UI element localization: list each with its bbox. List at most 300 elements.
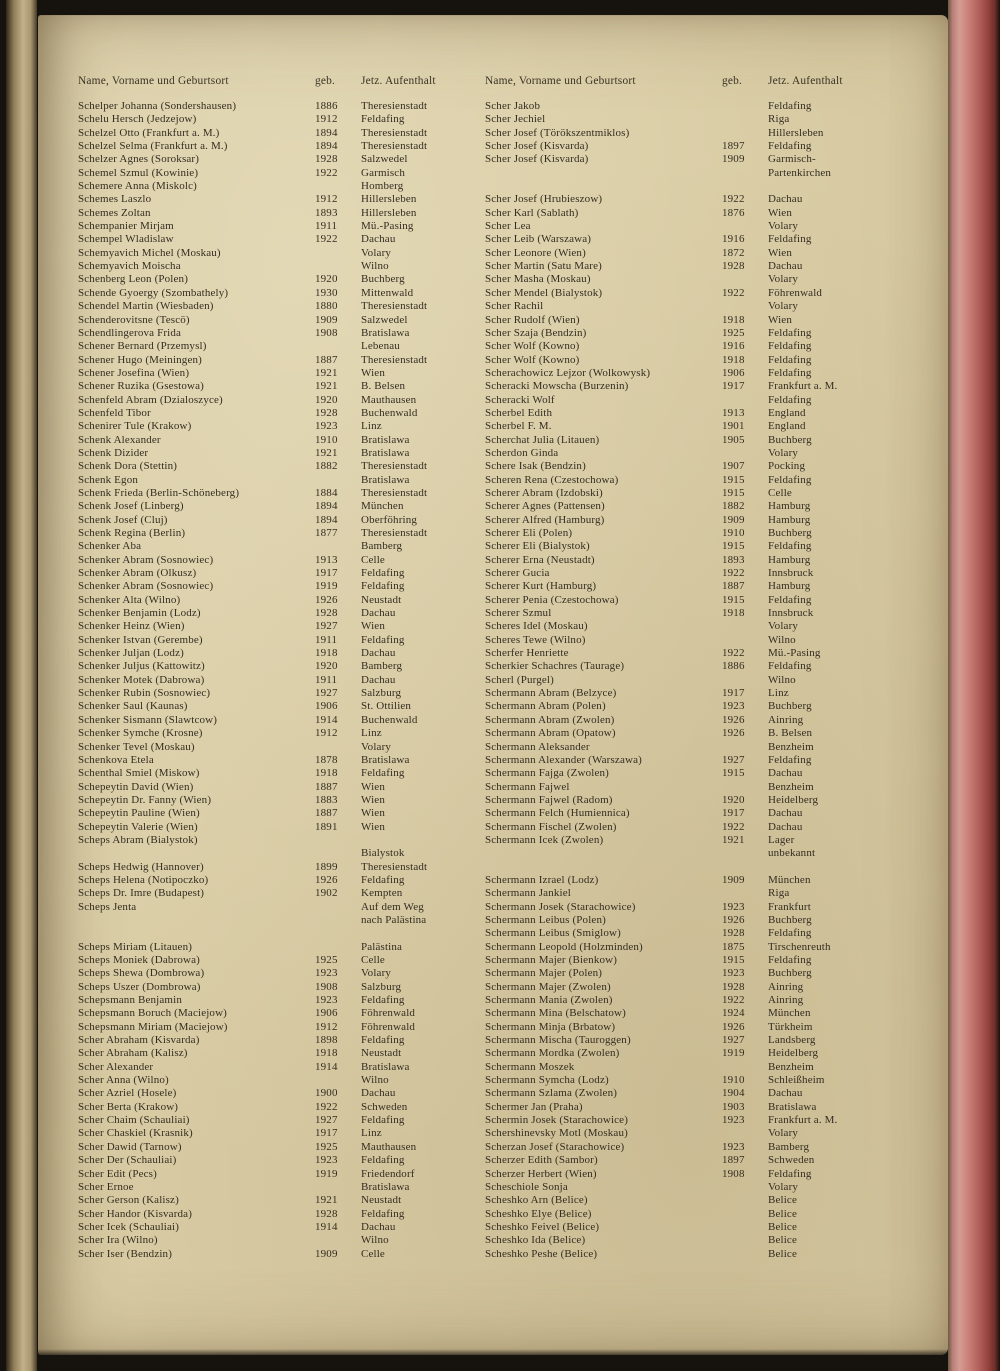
table-row: [485, 821, 891, 834]
cell-name: Scher Rudolf (Wien): [485, 313, 580, 326]
cell-aufenthalt: Salzwedel: [361, 313, 408, 326]
cell-geb: 1914: [315, 713, 338, 726]
table-row: [78, 527, 474, 540]
cell-aufenthalt: Buchberg: [768, 433, 812, 446]
cell-name: Schenk Dora (Stettin): [78, 460, 178, 473]
cell-aufenthalt: Dachau: [361, 233, 396, 246]
cell-aufenthalt: Dachau: [768, 193, 803, 206]
cell-geb: 1887: [722, 580, 745, 593]
column-header: [485, 75, 891, 87]
table-row: [485, 100, 891, 113]
table-row: [78, 367, 474, 380]
cell-geb: 1915: [722, 767, 745, 780]
cell-aufenthalt: Buchberg: [768, 527, 812, 539]
cell-aufenthalt: Feldafing: [361, 767, 405, 780]
cell-geb: [722, 887, 768, 900]
cell-geb: 1918: [315, 647, 338, 660]
table-row: [78, 794, 474, 807]
cell-geb: 1915: [722, 954, 745, 966]
cell-name: Scher Leib (Warszawa): [485, 233, 592, 246]
table-row: [485, 113, 891, 126]
cell-name: Schermann Fajwel (Radom): [485, 793, 613, 806]
table-row: [78, 1007, 474, 1020]
cell-name: Scher Wolf (Kowno): [485, 340, 580, 353]
table-row: [485, 447, 891, 460]
table-row: [78, 420, 474, 433]
table-row: [78, 1034, 474, 1047]
cell-aufenthalt: Landsberg: [768, 1034, 816, 1047]
cell-aufenthalt: Volary: [768, 300, 799, 313]
header-geb-label: geb.: [315, 75, 336, 87]
cell-geb: 1911: [315, 220, 338, 233]
table-row: [485, 994, 891, 1007]
table-row: [485, 607, 891, 620]
cell-aufenthalt: Kempten: [361, 887, 403, 900]
rows-container-left: [78, 100, 474, 1261]
table-row: [78, 233, 474, 246]
cell-aufenthalt: Wilno: [361, 1074, 389, 1087]
cell-aufenthalt: Volary: [361, 967, 392, 980]
cell-aufenthalt: England: [768, 406, 806, 419]
table-row: [78, 1101, 474, 1114]
cell-aufenthalt: unbekannt: [768, 847, 816, 860]
cell-aufenthalt: Belice: [768, 1234, 797, 1247]
table-row: [485, 914, 891, 927]
cell-geb: 1908: [315, 980, 338, 993]
cell-aufenthalt: Salzburg: [361, 980, 402, 993]
cell-name: Schenk Frieda (Berlin-Schöneberg): [78, 486, 240, 499]
table-row: [78, 1181, 474, 1194]
table-row: [485, 674, 891, 687]
table-row: [485, 847, 891, 860]
table-row: [78, 207, 474, 220]
cell-geb: 1882: [315, 460, 338, 473]
table-row: [485, 1154, 891, 1167]
cell-geb: 1922: [722, 193, 745, 206]
cell-name: Scher Martin (Satu Mare): [485, 260, 602, 273]
cell-aufenthalt: Wien: [361, 793, 385, 806]
cell-name: Schenker Abram (Sosnowiec): [78, 580, 214, 593]
table-row: [485, 781, 891, 794]
table-row: [485, 540, 891, 553]
cell-geb: 1917: [315, 1127, 338, 1140]
cell-name: Schenk Dizider: [78, 446, 149, 459]
cell-name: Scherdon Ginda: [485, 446, 559, 459]
cell-aufenthalt: Bratislawa: [361, 753, 410, 766]
table-row: [78, 1061, 474, 1074]
book-fore-edge: [948, 0, 1000, 1371]
table-row: [78, 887, 474, 900]
table-row: [78, 1221, 474, 1234]
cell-aufenthalt: Belice: [768, 1247, 797, 1260]
cell-aufenthalt: Feldafing: [361, 873, 405, 886]
cell-geb: 1893: [722, 553, 745, 566]
cell-name: Schener Ruzika (Gsestowa): [78, 380, 204, 393]
cell-geb: 1915: [722, 540, 745, 553]
cell-aufenthalt: B. Belsen: [361, 380, 406, 393]
cell-geb: [722, 1234, 768, 1247]
cell-geb: 1903: [722, 1100, 745, 1113]
cell-geb: 1910: [722, 527, 745, 539]
cell-name: Schermann Jankiel: [485, 887, 571, 900]
cell-aufenthalt: Dachau: [361, 607, 396, 620]
cell-aufenthalt: Volary: [768, 446, 799, 459]
table-row: [78, 647, 474, 660]
cell-name: Schemere Anna (Miskolc): [78, 180, 197, 193]
table-row: [78, 767, 474, 780]
cell-geb: 1922: [315, 166, 338, 179]
cell-name: Schemel Szmul (Kowinie): [78, 166, 199, 179]
cell-name: Scher Berta (Krakow): [78, 1100, 179, 1113]
cell-aufenthalt: Wien: [768, 313, 792, 326]
table-row: [485, 754, 891, 767]
table-row: [78, 580, 474, 593]
header-name-label: Name, Vorname und Geburtsort: [78, 75, 229, 87]
cell-geb: 1904: [722, 1087, 745, 1100]
cell-name: Scheps Jenta: [78, 900, 137, 913]
cell-geb: 1911: [315, 673, 338, 686]
table-row: [78, 1074, 474, 1087]
cell-aufenthalt: München: [361, 500, 404, 513]
table-row: [485, 487, 891, 500]
table-row: [485, 594, 891, 607]
cell-aufenthalt: Bamberg: [361, 660, 403, 673]
table-row: [78, 1194, 474, 1207]
cell-aufenthalt: Bialystok: [361, 847, 405, 860]
cell-geb: [315, 247, 361, 260]
table-row: [485, 460, 891, 473]
cell-geb: 1926: [722, 713, 745, 726]
cell-geb: 1923: [315, 1154, 338, 1167]
name-list-column-right: [485, 75, 891, 1261]
cell-geb: 1908: [315, 326, 338, 339]
cell-aufenthalt: Buchenwald: [361, 713, 418, 726]
cell-geb: [722, 273, 768, 286]
cell-geb: [722, 1248, 768, 1261]
cell-name: Scheps Abram (Bialystok): [78, 833, 198, 846]
table-row: [78, 901, 474, 914]
table-row: [485, 207, 891, 220]
cell-aufenthalt: München: [768, 1007, 811, 1020]
cell-aufenthalt: Feldafing: [768, 326, 812, 339]
table-row: [485, 1141, 891, 1154]
table-row: [78, 327, 474, 340]
table-row: [485, 180, 891, 193]
cell-geb: 1919: [315, 580, 338, 593]
cell-geb: 1926: [722, 727, 745, 740]
cell-aufenthalt: Feldafing: [361, 1154, 405, 1167]
cell-geb: 1901: [722, 420, 745, 433]
cell-name: [78, 914, 315, 927]
cell-aufenthalt: Celle: [361, 954, 385, 966]
cell-geb: 1927: [722, 1034, 745, 1047]
cell-aufenthalt: Dachau: [768, 767, 803, 780]
cell-name: Scher Josef (Kisvarda): [485, 153, 589, 166]
cell-name: Schenker Saul (Kaunas): [78, 700, 188, 713]
table-row: [485, 1021, 891, 1034]
cell-geb: 1875: [722, 940, 745, 953]
cell-geb: [315, 914, 361, 927]
cell-geb: 1887: [315, 807, 338, 820]
top-scan-shadow: [38, 0, 948, 16]
table-row: [78, 500, 474, 513]
cell-name: Scher Ira (Wilno): [78, 1234, 158, 1247]
cell-name: Scher Jechiel: [485, 113, 546, 126]
cell-geb: 1909: [315, 313, 338, 326]
table-row: [78, 994, 474, 1007]
cell-aufenthalt: Ainring: [768, 713, 804, 726]
cell-aufenthalt: Dachau: [768, 260, 803, 273]
cell-aufenthalt: Föhrenwald: [361, 1007, 416, 1020]
cell-aufenthalt: Wilno: [361, 260, 389, 273]
table-row: [78, 354, 474, 367]
rows-container-right: [485, 100, 891, 1261]
cell-aufenthalt: Linz: [361, 420, 382, 433]
cell-geb: [315, 1234, 361, 1247]
cell-name: Schemes Laszlo: [78, 193, 152, 206]
table-row: [78, 554, 474, 567]
cell-name: Scherfer Henriette: [485, 647, 569, 660]
cell-geb: 1925: [722, 326, 745, 339]
cell-name: Scher Mendel (Bialystok): [485, 286, 603, 299]
cell-aufenthalt: Hillersleben: [768, 126, 824, 139]
table-row: [485, 794, 891, 807]
cell-name: Scher Wolf (Kowno): [485, 353, 580, 366]
cell-name: Schermann Josek (Starachowice): [485, 900, 636, 913]
table-row: [485, 407, 891, 420]
cell-aufenthalt: Schleißheim: [768, 1074, 825, 1087]
cell-geb: 1894: [315, 140, 338, 153]
cell-geb: [722, 861, 768, 874]
table-row: [485, 340, 891, 353]
cell-geb: 1910: [315, 433, 338, 446]
cell-name: Schelzel Selma (Frankfurt a. M.): [78, 140, 228, 153]
cell-geb: 1923: [722, 1140, 745, 1153]
cell-aufenthalt: Hamburg: [768, 553, 811, 566]
cell-aufenthalt: Salzburg: [361, 687, 402, 700]
cell-aufenthalt: Feldafing: [768, 100, 812, 112]
cell-geb: 1919: [722, 1047, 745, 1060]
table-row: [485, 1208, 891, 1221]
table-row: [485, 434, 891, 447]
cell-name: Schermann Abram (Opatow): [485, 727, 616, 740]
cell-geb: [315, 474, 361, 487]
cell-name: Scher Lea: [485, 220, 531, 233]
cell-geb: [722, 1208, 768, 1221]
table-row: [78, 700, 474, 713]
cell-name: Scheres Tewe (Wilno): [485, 633, 586, 646]
cell-geb: [315, 927, 361, 940]
cell-name: Schepeytin Dr. Fanny (Wien): [78, 793, 212, 806]
cell-aufenthalt: Belice: [768, 1194, 797, 1207]
cell-geb: [315, 741, 361, 754]
cell-aufenthalt: nach Palästina: [361, 913, 427, 926]
cell-name: Schenfeld Tibor: [78, 406, 151, 419]
cell-aufenthalt: Wilno: [768, 633, 796, 646]
table-row: [485, 1087, 891, 1100]
table-row: [78, 607, 474, 620]
cell-aufenthalt: Feldafing: [768, 593, 812, 606]
table-row: [78, 220, 474, 233]
cell-geb: 1926: [722, 1020, 745, 1033]
cell-name: Scher Abraham (Kisvarda): [78, 1034, 200, 1047]
cell-aufenthalt: Bamberg: [361, 540, 403, 553]
cell-name: Schermann Abram (Polen): [485, 700, 606, 713]
cell-geb: 1928: [722, 927, 745, 940]
cell-aufenthalt: Feldafing: [768, 927, 812, 940]
cell-name: Scher Jakob: [485, 100, 541, 112]
cell-geb: 1927: [315, 620, 338, 633]
cell-geb: 1912: [315, 727, 338, 740]
cell-geb: 1928: [315, 406, 338, 419]
cell-name: Schendel Martin (Wiesbaden): [78, 300, 214, 313]
cell-name: Schepsmann Benjamin: [78, 994, 182, 1007]
cell-aufenthalt: Volary: [768, 273, 799, 286]
cell-name: Schenderovitsne (Tescö): [78, 313, 190, 326]
cell-geb: [722, 394, 768, 407]
cell-geb: [722, 127, 768, 140]
cell-geb: 1923: [722, 967, 745, 980]
table-row: [485, 314, 891, 327]
cell-aufenthalt: Bratislawa: [361, 433, 410, 446]
table-row: [78, 861, 474, 874]
cell-aufenthalt: Feldafing: [768, 353, 812, 366]
cell-name: Schenker Rubin (Sosnowiec): [78, 687, 211, 700]
cell-geb: 1911: [315, 633, 338, 646]
table-row: [485, 1127, 891, 1140]
table-row: [78, 781, 474, 794]
cell-geb: 1909: [722, 513, 745, 526]
cell-aufenthalt: Heidelberg: [768, 793, 819, 806]
table-row: [78, 380, 474, 393]
cell-geb: 1884: [315, 486, 338, 499]
cell-aufenthalt: Dachau: [768, 820, 803, 833]
cell-name: Scherl (Purgel): [485, 673, 554, 686]
cell-name: Schenker Tevel (Moskau): [78, 740, 195, 753]
cell-name: Schenker Abram (Sosnowiec): [78, 553, 214, 566]
cell-name: Schener Bernard (Przemysl): [78, 340, 207, 353]
cell-geb: 1886: [722, 660, 745, 673]
table-row: [78, 287, 474, 300]
cell-name: Scheres Idel (Moskau): [485, 620, 588, 633]
cell-geb: 1876: [722, 206, 745, 219]
cell-aufenthalt: Volary: [361, 740, 392, 753]
cell-geb: 1912: [315, 1020, 338, 1033]
cell-geb: [315, 340, 361, 353]
cell-name: [485, 861, 722, 874]
table-row: [78, 834, 474, 847]
cell-aufenthalt: Linz: [361, 727, 382, 740]
table-row: [78, 1234, 474, 1247]
cell-name: Schemyavich Michel (Moskau): [78, 246, 221, 259]
cell-aufenthalt: Hamburg: [768, 500, 811, 513]
cell-name: Schermann Icek (Zwolen): [485, 833, 604, 846]
cell-name: Scher Alexander: [78, 1060, 154, 1073]
cell-aufenthalt: Bratislawa: [361, 1180, 410, 1193]
book-page: [38, 15, 948, 1355]
cell-aufenthalt: Neustadt: [361, 593, 402, 606]
cell-name: Scherbel Edith: [485, 406, 553, 419]
cell-aufenthalt: Dachau: [361, 647, 396, 660]
cell-geb: 1883: [315, 793, 338, 806]
cell-geb: 1894: [315, 513, 338, 526]
table-row: [485, 1248, 891, 1261]
cell-name: Schermann Leopold (Holzminden): [485, 940, 643, 953]
cell-aufenthalt: Riga: [768, 113, 790, 126]
cell-aufenthalt: Frankfurt a. M.: [768, 1114, 838, 1127]
cell-geb: 1926: [315, 593, 338, 606]
header-aufenthalt-label: Jetz. Aufenthalt: [768, 75, 843, 87]
table-row: [78, 273, 474, 286]
cell-name: Schelu Hersch (Jedzejow): [78, 113, 197, 126]
cell-aufenthalt: Wien: [768, 206, 792, 219]
cell-geb: 1909: [722, 873, 745, 886]
cell-aufenthalt: Heidelberg: [768, 1047, 819, 1060]
cell-geb: 1916: [722, 340, 745, 353]
table-row: [78, 193, 474, 206]
cell-geb: [722, 180, 768, 193]
cell-geb: 1908: [722, 1167, 745, 1180]
table-row: [485, 687, 891, 700]
cell-aufenthalt: Türkheim: [768, 1020, 813, 1033]
cell-geb: 1922: [315, 1100, 338, 1113]
cell-aufenthalt: Feldafing: [768, 340, 812, 353]
cell-geb: 1872: [722, 246, 745, 259]
cell-name: Scherachowicz Lejzor (Wolkowysk): [485, 366, 651, 379]
table-row: [78, 1047, 474, 1060]
cell-name: Schermann Alexander (Warszawa): [485, 753, 642, 766]
cell-geb: [722, 447, 768, 460]
cell-geb: 1897: [722, 1154, 745, 1167]
cell-aufenthalt: München: [768, 873, 811, 886]
cell-aufenthalt: Feldafing: [361, 580, 405, 593]
cell-name: Schershinevsky Motl (Moskau): [485, 1127, 628, 1140]
cell-name: Scheps Moniek (Dabrowa): [78, 954, 200, 966]
table-row: [78, 487, 474, 500]
cell-geb: 1921: [315, 380, 338, 393]
table-row: [78, 714, 474, 727]
cell-aufenthalt: Feldafing: [768, 1167, 812, 1180]
cell-aufenthalt: Feldafing: [768, 954, 812, 966]
table-row: [485, 660, 891, 673]
table-row: [485, 807, 891, 820]
cell-geb: 1917: [722, 380, 745, 393]
cell-geb: 1909: [722, 153, 745, 166]
cell-geb: 1923: [722, 900, 745, 913]
table-row: [485, 273, 891, 286]
table-row: [78, 100, 474, 113]
cell-name: Schermann Aleksander: [485, 740, 590, 753]
cell-name: Schenthal Smiel (Miskow): [78, 767, 200, 780]
cell-aufenthalt: Mittenwald: [361, 286, 414, 299]
cell-name: Scheshko Peshe (Belice): [485, 1247, 598, 1260]
cell-aufenthalt: Feldafing: [361, 567, 405, 580]
cell-aufenthalt: Innsbruck: [768, 567, 814, 580]
table-row: [485, 354, 891, 367]
cell-aufenthalt: [768, 180, 891, 193]
table-row: [485, 700, 891, 713]
cell-name: Schenk Josef (Cluj): [78, 513, 168, 526]
table-row: [78, 474, 474, 487]
table-row: [78, 874, 474, 887]
cell-aufenthalt: Celle: [361, 1247, 385, 1260]
cell-name: Schermann Leibus (Smiglow): [485, 927, 621, 940]
cell-geb: 1927: [722, 753, 745, 766]
cell-geb: 1926: [722, 913, 745, 926]
cell-name: Scheps Hedwig (Hannover): [78, 860, 204, 873]
cell-name: Schenker Juljus (Kattowitz): [78, 660, 205, 673]
table-row: [78, 727, 474, 740]
